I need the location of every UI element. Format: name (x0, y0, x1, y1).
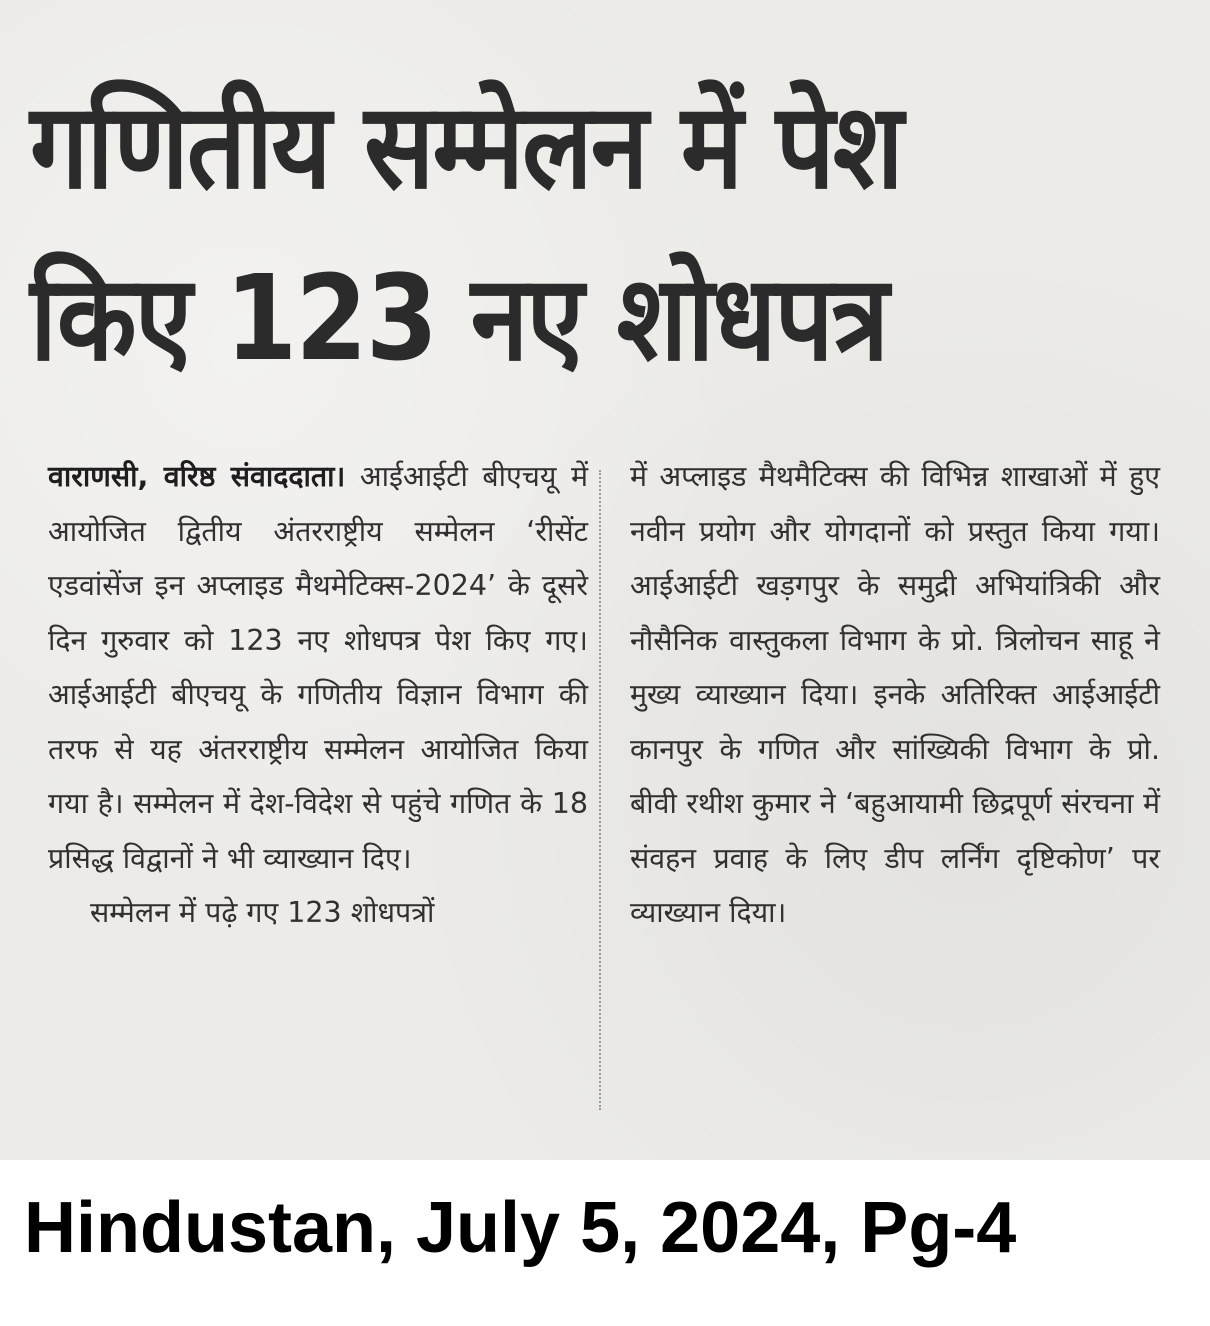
headline-line-1: गणितीय सम्मेलन में पेश (30, 77, 902, 215)
article-paragraph-2: सम्मेलन में पढ़े गए 123 शोधपत्रों (90, 896, 435, 929)
column-divider (599, 470, 601, 1110)
article-column-right (630, 450, 1160, 941)
headline-line-2: किए 123 नए शोधपत्र (30, 249, 888, 388)
source-caption: Hindustan, July 5, 2024, Pg-4 (24, 1188, 1017, 1268)
article-paragraph-1: आईआईटी बीएचयू में आयोजित द्वितीय अंतरराष्ट्रीय सम्मेलन ‘रीसेंट एडवांसेंज इन अप्लाइड मैथमेटिक्स-2024’ के दूसरे दिन गुरुवार को 123 नए शोधपत्र पेश किए गए। आईआईटी बीएचयू के गणितीय विज्ञान विभाग की तरफ से यह अंतरराष्ट्रीय सम्मेलन आयोजित किया गया है। सम्मेलन में देश-विदेश से पहुंचे गणित के 18 प्रसिद्ध विद्वानों ने भी व्याख्यान दिए। (48, 460, 589, 875)
dateline: वाराणसी, वरिष्ठ संवाददाता। (48, 460, 346, 493)
article-column-left (48, 450, 588, 941)
headline (30, 60, 1042, 405)
article-paragraph-3: में अप्लाइड मैथमैटिक्स की विभिन्न शाखाओं में हुए नवीन प्रयोग और योगदानों को प्रस्तुत किया गया। आईआईटी खड़गपुर के समुद्री अभियांत्रिकी और नौसैनिक वास्तुकला विभाग के प्रो. त्रिलोचन साहू ने मुख्य व्याख्यान दिया। इनके अतिरिक्त आईआईटी कानपुर के गणित और सांख्यिकी विभाग के प्रो. बीवी रथीश कुमार ने ‘बहुआयामी छिद्रपूर्ण संरचना में संवहन प्रवाह के लिए डीप लर्निंग दृष्टिकोण’ पर व्याख्यान दिया। (630, 460, 1160, 929)
